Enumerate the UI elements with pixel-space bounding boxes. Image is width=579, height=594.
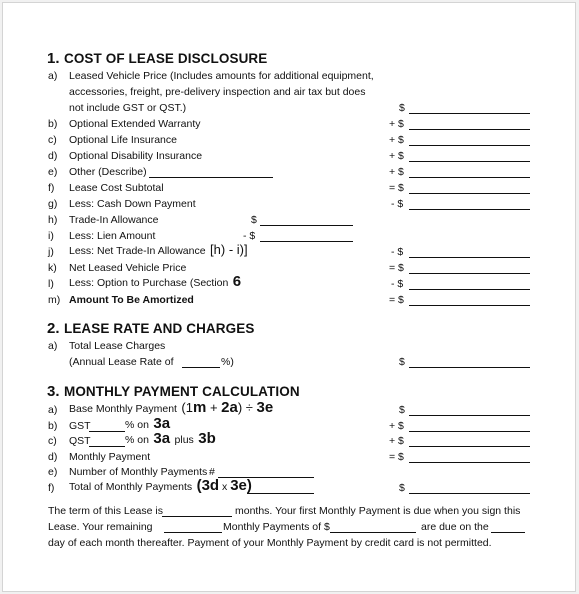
item-letter: g) bbox=[48, 198, 58, 210]
hash-symbol: # bbox=[209, 466, 215, 478]
describe-field[interactable] bbox=[149, 177, 273, 178]
terms-text: day of each month thereafter. Payment of your Monthly Payment by credit card is not permitted. bbox=[48, 537, 492, 549]
item-text: Leased Vehicle Price (Includes amounts for additional equipment, bbox=[69, 70, 374, 82]
item-text: Number of Monthly Payments bbox=[69, 466, 208, 478]
item-letter: f) bbox=[48, 482, 55, 494]
item-text: Lease Cost Subtotal bbox=[69, 182, 164, 194]
item-text: Less: Option to Purchase (Section bbox=[69, 277, 229, 289]
item-text: QST bbox=[69, 435, 91, 447]
item-text: not include GST or QST.) bbox=[69, 102, 187, 114]
amount-field-m[interactable] bbox=[409, 305, 530, 306]
lease-term-field[interactable] bbox=[162, 516, 232, 517]
formula-text: m bbox=[192, 399, 207, 416]
item-letter: h) bbox=[48, 214, 58, 226]
amount-field-3d[interactable] bbox=[409, 462, 530, 463]
due-day-field[interactable] bbox=[491, 532, 525, 533]
amount-field-h[interactable] bbox=[260, 225, 353, 226]
item-text: Optional Disability Insurance bbox=[69, 150, 203, 162]
item-text: Less: Cash Down Payment bbox=[69, 198, 196, 210]
section-title: LEASE RATE AND CHARGES bbox=[63, 321, 255, 336]
section-reference: 3b bbox=[198, 430, 216, 447]
op-symbol: + $ bbox=[389, 435, 404, 447]
lease-rate-field[interactable] bbox=[182, 367, 220, 368]
amount-field-a[interactable] bbox=[409, 113, 530, 114]
item-text-with-formula bbox=[69, 241, 248, 259]
op-symbol: + $ bbox=[389, 150, 404, 162]
op-symbol: + $ bbox=[389, 134, 404, 146]
item-letter: a) bbox=[48, 70, 58, 82]
item-text: Total of Monthly Payments bbox=[69, 481, 193, 493]
section-title: MONTHLY PAYMENT CALCULATION bbox=[63, 384, 300, 399]
terms-text: months. Your first Monthly Payment is due when you sign this bbox=[235, 505, 521, 517]
item-text: Total Lease Charges bbox=[69, 340, 166, 352]
item-text: % on bbox=[125, 434, 149, 446]
op-symbol: = $ bbox=[389, 182, 404, 194]
formula-text: 2a bbox=[221, 399, 238, 416]
total-payments-field[interactable] bbox=[247, 493, 314, 494]
item-text: Less: Net Trade-In Allowance bbox=[69, 245, 206, 257]
document-page bbox=[2, 2, 576, 592]
item-letter: c) bbox=[48, 134, 57, 146]
op-symbol: + $ bbox=[389, 118, 404, 130]
gst-rate-field[interactable] bbox=[89, 431, 125, 432]
amount-field-l[interactable] bbox=[409, 289, 530, 290]
amount-field-j[interactable] bbox=[409, 257, 530, 258]
terms-text: The term of this Lease is bbox=[48, 505, 163, 517]
item-letter: f) bbox=[48, 182, 55, 194]
amount-field-k[interactable] bbox=[409, 273, 530, 274]
op-symbol: + $ bbox=[389, 420, 404, 432]
op-symbol: $ bbox=[399, 482, 405, 494]
formula-text: x bbox=[219, 481, 231, 493]
item-letter: i) bbox=[48, 230, 54, 242]
op-symbol: $ bbox=[399, 356, 405, 368]
item-text: accessories, freight, pre-delivery inspection and air tax but does bbox=[69, 86, 366, 98]
amount-field-3f[interactable] bbox=[409, 493, 530, 494]
remaining-payments-field[interactable] bbox=[164, 532, 222, 533]
op-symbol: - $ bbox=[391, 246, 404, 258]
op-symbol: $ bbox=[251, 214, 257, 226]
section-number: 3. bbox=[47, 383, 60, 400]
terms-text: Lease. Your remaining bbox=[48, 521, 153, 533]
item-text: (Annual Lease Rate of bbox=[69, 356, 174, 368]
item-text-with-ref bbox=[69, 273, 241, 291]
item-text: % on bbox=[125, 419, 149, 431]
op-symbol: + $ bbox=[389, 166, 404, 178]
item-text: %) bbox=[221, 356, 234, 368]
op-symbol: $ bbox=[399, 102, 405, 114]
item-letter: l) bbox=[48, 278, 54, 290]
op-symbol: - $ bbox=[243, 230, 256, 242]
formula-text: ) ÷ bbox=[237, 400, 257, 415]
section-reference: 3a bbox=[153, 415, 171, 432]
item-letter: j) bbox=[48, 246, 54, 258]
amount-field-3c[interactable] bbox=[409, 446, 530, 447]
formula-text: 3e) bbox=[230, 477, 252, 494]
item-letter: a) bbox=[48, 340, 58, 352]
item-letter: k) bbox=[48, 262, 57, 274]
formula-text: (1 bbox=[181, 400, 193, 415]
item-text: Optional Extended Warranty bbox=[69, 118, 201, 130]
item-text: Less: Lien Amount bbox=[69, 230, 156, 242]
amount-field-b[interactable] bbox=[409, 129, 530, 130]
amount-field-3a[interactable] bbox=[409, 415, 530, 416]
op-symbol: = $ bbox=[389, 451, 404, 463]
amount-field-2a[interactable] bbox=[409, 367, 530, 368]
item-letter: b) bbox=[48, 118, 58, 130]
item-text: Other (Describe) bbox=[69, 166, 147, 178]
item-text: GST bbox=[69, 420, 91, 432]
amount-field-e[interactable] bbox=[409, 177, 530, 178]
item-letter: m) bbox=[48, 294, 61, 306]
op-symbol: - $ bbox=[391, 278, 404, 290]
item-text: plus bbox=[174, 434, 194, 446]
item-text: Net Leased Vehicle Price bbox=[69, 262, 187, 274]
op-symbol: - $ bbox=[391, 198, 404, 210]
formula-text: [h) - i)] bbox=[210, 242, 248, 257]
item-letter: e) bbox=[48, 166, 58, 178]
item-text: Monthly Payment bbox=[69, 451, 151, 463]
item-letter: a) bbox=[48, 404, 58, 416]
item-text: Trade-In Allowance bbox=[69, 214, 159, 226]
item-text-with-ref bbox=[125, 430, 216, 448]
terms-text: Monthly Payments of $ bbox=[223, 521, 330, 533]
item-text: Optional Life Insurance bbox=[69, 134, 177, 146]
amount-field-g[interactable] bbox=[409, 209, 530, 210]
formula-text: 3e bbox=[256, 399, 274, 416]
section-reference: 6 bbox=[232, 273, 242, 290]
amount-field-c[interactable] bbox=[409, 145, 530, 146]
item-letter: c) bbox=[48, 435, 57, 447]
amount-field-f[interactable] bbox=[409, 193, 530, 194]
op-symbol: = $ bbox=[389, 262, 404, 274]
section-number: 1. bbox=[47, 50, 60, 67]
item-letter: d) bbox=[48, 150, 58, 162]
item-letter: e) bbox=[48, 466, 58, 478]
amount-field-d[interactable] bbox=[409, 161, 530, 162]
section-number: 2. bbox=[47, 320, 60, 337]
section-1-heading bbox=[47, 50, 267, 68]
op-symbol: = $ bbox=[389, 294, 404, 306]
item-text: Base Monthly Payment bbox=[69, 403, 177, 415]
item-letter: b) bbox=[48, 420, 58, 432]
amount-field-i[interactable] bbox=[260, 241, 353, 242]
monthly-amount-field[interactable] bbox=[330, 532, 416, 533]
section-reference: 3a bbox=[153, 430, 171, 447]
item-letter: d) bbox=[48, 451, 58, 463]
item-text-with-formula bbox=[69, 477, 252, 495]
formula-text: + bbox=[206, 400, 222, 415]
formula-text: (3d bbox=[196, 477, 220, 494]
terms-text: are due on the bbox=[421, 521, 489, 533]
item-text: Amount To Be Amortized bbox=[69, 294, 194, 306]
qst-rate-field[interactable] bbox=[89, 446, 125, 447]
section-title: COST OF LEASE DISCLOSURE bbox=[63, 51, 268, 66]
section-2-heading bbox=[47, 320, 254, 338]
amount-field-3b[interactable] bbox=[409, 431, 530, 432]
op-symbol: $ bbox=[399, 404, 405, 416]
item-text-with-formula bbox=[69, 399, 273, 417]
